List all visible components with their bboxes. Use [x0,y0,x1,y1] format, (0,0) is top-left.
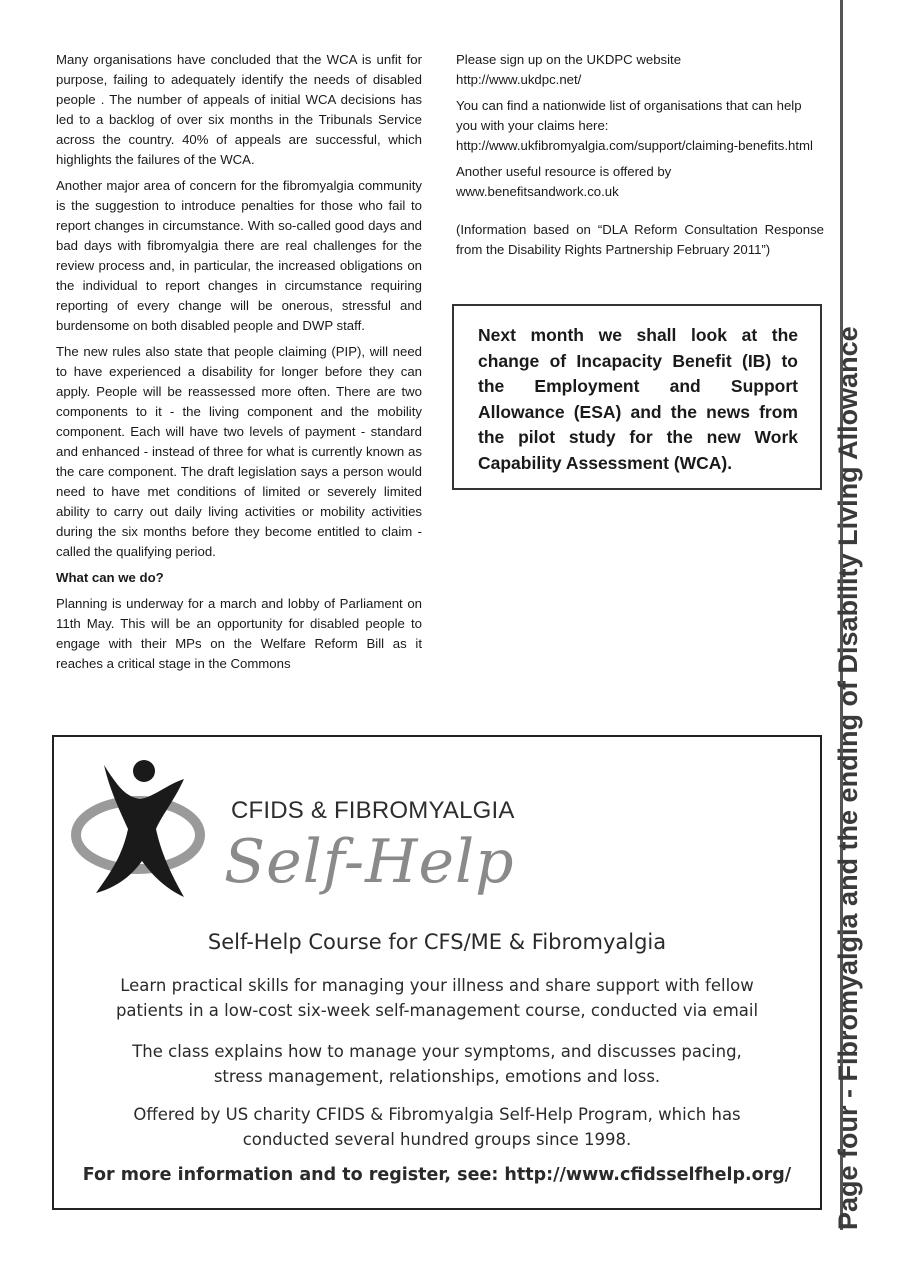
advert-paragraph-3-line-2: conducted several hundred groups since 1998. [242,1130,632,1149]
advert-paragraph-2-line-1: The class explains how to manage your symptoms, and discusses pacing, [132,1042,742,1061]
advert-paragraph-1-line-2: patients in a low-cost six-week self-management course, conducted via email [115,1001,759,1020]
benefitsandwork-link[interactable]: www.benefitsandwork.co.uk [456,184,619,199]
next-month-notice-box [452,304,822,490]
advert-paragraph-3 [54,1102,820,1152]
source-note: (Information based on “DLA Reform Consultation Response from the Disability Rights Partnership February 2011”) [456,222,824,257]
self-help-advert [52,735,822,1210]
left-paragraph-2: Another major area of concern for the fibromyalgia community is the suggestion to introduce penalties for those who fail to report changes in circumstance. With so-called good days and bad days with fibromyalgia there are real challenges for the review process and, in particular, the increased obligations on the individual to report changes in circumstance requiring reporting of every change will be onerous, stressful and burdensome on both disabled people and DWP staff. [56,178,422,333]
logo-name: CFIDS & FIBROMYALGIA [231,797,515,824]
advert-paragraph-3-line-1: Offered by US charity CFIDS & Fibromyalgia Self-Help Program, which has [133,1105,741,1124]
ukdpc-link[interactable]: http://www.ukdpc.net/ [456,72,582,87]
what-can-we-do-heading: What can we do? [56,570,164,585]
advert-paragraph-1-line-1: Learn practical skills for managing your illness and share support with fellow [120,976,754,995]
signup-line: Please sign up on the UKDPC website [456,52,682,67]
logo-script: Self-Help [224,827,515,897]
advert-more-info-link[interactable]: For more information and to register, see: http://www.cfidsselfhelp.org/ [82,1165,792,1185]
cfids-logo [66,757,536,907]
right-column [456,50,824,266]
next-month-notice-text: Next month we shall look at the change of Incapacity Benefit (IB) to the Employment and Support Allowance (ESA) and the news from the pilot study for the new Work Capability Assessment (WCA). [478,325,798,473]
resource-line: Another useful resource is offered by [456,164,672,179]
left-paragraph-1: Many organisations have concluded that the WCA is unfit for purpose, failing to adequately identify the needs of disabled people . The number of appeals of initial WCA decisions has led to a backlog of over six months in the Tribunals Service across the country. 40% of appeals are successful, which highlights the failures of the WCA. [56,52,422,167]
advert-paragraph-2-line-2: stress management, relationships, emotions and loss. [213,1067,661,1086]
left-paragraph-3: The new rules also state that people claiming (PIP), will need to have experienced a disability for longer before they can apply. People will be reassessed more often. There are two components to it - the living component and the mobility component. Each will have two levels of payment - standard and enhanced - instead of three for what is currently known as the care component. The draft legislation says a person would need to have met conditions of limited or severely limited ability to carry out daily living activities or mobility activities during the six months before they become entitled to claim - called the qualifying period. [56,344,422,559]
advert-title: Self-Help Course for CFS/ME & Fibromyalgia [207,930,667,954]
cfids-figure-icon [66,757,216,907]
claims-line: You can find a nationwide list of organisations that can help you with your claims here: [456,98,802,133]
advert-paragraph-2 [54,1039,820,1089]
left-column [56,50,422,680]
advert-paragraph-1 [54,973,820,1023]
left-paragraph-4: Planning is underway for a march and lobby of Parliament on 11th May. This will be an opportunity for disabled people to engage with their MPs on the Welfare Reform Bill as it reaches a critical stage in the Commons [56,596,422,671]
claims-link[interactable]: http://www.ukfibromyalgia.com/support/claiming-benefits.html [456,138,813,153]
vertical-page-title: Page four - Fibromyalgia and the ending of Disability Living Allowance [833,326,863,1230]
